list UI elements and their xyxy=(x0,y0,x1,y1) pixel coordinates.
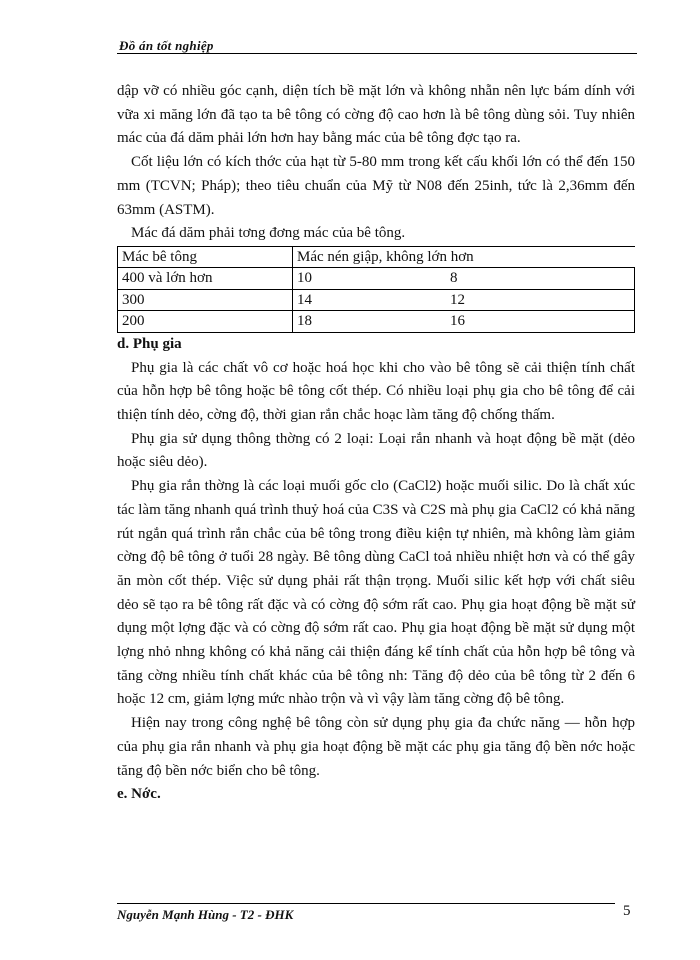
header-divider xyxy=(117,53,637,54)
table-cell: 300 xyxy=(118,289,293,311)
paragraph-3: Mác đá dăm phải tơng đơng mác của bê tông. xyxy=(131,225,406,242)
page-number: 5 xyxy=(623,903,631,919)
paragraph-7: Hiện nay trong công nghệ bê tông còn sử dụng phụ gia đa chức năng — hỗn hợp của phụ gia rắn nhanh và phụ gia hoạt động bề mặt các phụ gia tăng độ bền nớc hoặc tăng độ bền nớc biển cho bê tông. xyxy=(117,715,635,779)
paragraph-4: Phụ gia là các chất vô cơ hoặc hoá học khi cho vào bê tông sẽ cải thiện tính chất của hỗn hợp bê tông hoặc bê tông cốt thép. Có nhiều loại phụ gia cho bê tông để cải thiện tính dẻo, cờng độ, thời gian rắn chắc hoạc làm tăng độ chống thấm. xyxy=(117,359,635,424)
table-cell: 200 xyxy=(118,311,293,333)
table-row xyxy=(118,289,635,311)
aggregate-grade-table xyxy=(117,246,635,333)
paragraph-2: Cốt liệu lớn có kích thớc của hạt từ 5-80 mm trong kết cấu khối lớn có thể đến 150 mm (TCVN; Pháp); theo tiêu chuẩn của Mỹ từ N08 đến 25inh, tức là 2,36mm đến 63mm (ASTM). xyxy=(117,154,635,218)
table-cell: 400 và lớn hơn xyxy=(118,268,293,290)
paragraph-5: Phụ gia sử dụng thông thờng có 2 loại: Loại rắn nhanh và hoạt động bề mặt (dẻo hoặc siêu dẻo). xyxy=(117,430,635,471)
page-header-title: Đồ án tốt nghiệp xyxy=(119,38,214,53)
table-row xyxy=(118,268,635,290)
table-cell: 16 xyxy=(446,311,635,333)
table-cell: 18 xyxy=(293,311,447,333)
table-header-cell: Mác nén giập, không lớn hơn xyxy=(293,246,635,268)
paragraph-6: Phụ gia rắn thờng là các loại muối gốc clo (CaCl2) hoặc muối silic. Do là chất xúc tác làm tăng nhanh quá trình thuỷ hoá của C3S và C2S mà phụ gia CaCl2 có khả năng rút ngắn quá trình rắn chắc của bê tông trong điều kiện tự nhiên, mà không làm giảm cờng độ bê tông ở tuổi 28 ngày. Bê tông dùng CaCl toả nhiều nhiệt hơn và có thể gây ăn mòn cốt thép. Việc sử dụng phải rất thận trọng. Muối silic kết hợp với chất siêu dẻo sẽ tạo ra bê tông rất đặc và có cờng độ sớm rất cao. Phụ gia hoạt động bề mặt sử dụng một lợng đặc và có cờng độ sớm rất cao. Phụ gia hoạt động bề mặt sử dụng một lợng nhỏ nhng không có khả năng cải thiện đáng kể tính chất của hỗn hợp bê tông và tăng cờng nhiều tính chất khác của bê tông nh: Tăng độ dẻo của bê tông từ 2 đến 6 hoặc 12 cm, giảm lợng mức nhào trộn và vì vậy làm tăng cờng độ bê tông. xyxy=(117,478,635,708)
table-cell: 14 xyxy=(293,289,447,311)
section-heading-d: d. Phụ gia xyxy=(117,335,182,352)
table-row xyxy=(118,311,635,333)
footer-divider xyxy=(117,903,615,904)
footer-author: Nguyễn Mạnh Hùng - T2 - ĐHK xyxy=(117,907,294,922)
document-body xyxy=(117,80,635,807)
table-header-cell: Mác bê tông xyxy=(118,246,293,268)
table-header-row xyxy=(118,246,635,268)
table-cell: 8 xyxy=(446,268,635,290)
paragraph-1: dập vỡ có nhiều góc cạnh, diện tích bề mặt lớn và không nhẵn nên lực bám dính với vữa xi măng lớn đã tạo ta bê tông có cờng độ cao hơn là bê tông dùng sỏi. Tuy nhiên mác của đá dăm phải lớn hơn hay bằng mác của bê tông đợc tạo ra. xyxy=(117,83,635,147)
section-heading-e: e. Nớc. xyxy=(117,786,161,803)
table-cell: 10 xyxy=(293,268,447,290)
table-cell: 12 xyxy=(446,289,635,311)
